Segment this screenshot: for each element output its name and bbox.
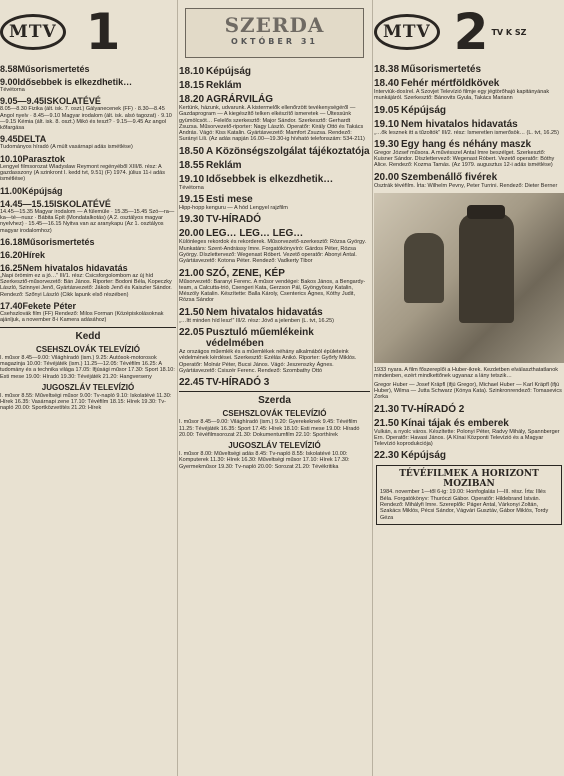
program-description: Az országos műemlék és a műemlékek néhány alkalmából épületeink védelmének kérdései. Szerkesztő: Ezélás Anikó. Riporter: Győrfy Miklós. Operatőr: Molnár Péter, Bucsi János. Vágó: Jeszenszky Ágnes. Gyártásvezető: Csiszér Ferenc. Rendező: Szombathy Ottó bbox=[179, 349, 357, 374]
mtv2-logo bbox=[374, 0, 564, 64]
mtv2-column bbox=[374, 0, 564, 776]
tvksz-label: TV K SZ bbox=[491, 27, 527, 37]
program-time: 16.20 bbox=[0, 249, 23, 260]
czech-tv-text: I. műsor 8.45—9.00: Világhíradó (ism.) 9.25: Autósok-motorosok magazinja 10.00: Tévéjáték (ism.) 11.25—12.05: Tévéfilm 16.25: A tudomány és a technika világa 17.05: Ifjúsági műsor 17.30: Sport 18.10: Esti mese 19.00: Híradó 19.30: Tévéjáték 21.20: Hangverseny bbox=[0, 354, 175, 380]
program-description: Tévétorna bbox=[179, 184, 204, 191]
program-time: 22.30 bbox=[374, 450, 400, 462]
program-line bbox=[0, 77, 176, 87]
program-title: Esti mese bbox=[206, 194, 253, 206]
program-time: 22.45 bbox=[179, 377, 205, 389]
szerda-heading: Szerda bbox=[258, 395, 291, 407]
program-entry bbox=[374, 450, 564, 461]
program-line bbox=[0, 263, 176, 273]
program-time: 19.05 bbox=[374, 104, 400, 116]
program-title: Nem hivatalos hidavatás bbox=[22, 262, 128, 273]
program-title: LEG… LEG… LEG… bbox=[206, 228, 304, 240]
program-description: „Napi örömim ez a jó…” III/1. rész: Csicsforgolombom az új híd Szerkesztő-műsorvezető: Bán János. Riporter: Bodoni Béla, Kopeczky László, Szinnyei Jenő, Gyártásvezető: Jákob Jenő és Kaiszler Sándor. Rendező: Szőnyi László (Cikk lapunk első részében) bbox=[0, 272, 172, 298]
program-line bbox=[179, 307, 370, 318]
cinema-box bbox=[376, 465, 562, 524]
yugo-tv-heading: JUGOSZLÁV TELEVÍZIÓ bbox=[228, 441, 321, 451]
mtv2-program-list bbox=[374, 64, 564, 189]
divider bbox=[372, 0, 373, 776]
program-line bbox=[0, 301, 176, 311]
program-description: Vulkán, a nyolc város. Készítette: Polonyi Péter, Radvy Mihály, Spannberger Ern. Operatőr: Havasi János. (A Kínai Központi Televízió és a Magyar Televízió koprodukciója) bbox=[374, 428, 560, 448]
program-title: Műsorismertetés bbox=[401, 64, 482, 75]
program-entry bbox=[179, 327, 370, 374]
program-entry bbox=[179, 146, 370, 157]
program-entry bbox=[0, 64, 176, 74]
program-line bbox=[179, 174, 370, 185]
program-entry bbox=[374, 64, 564, 75]
program-title: Fehér mértföldkövek bbox=[401, 78, 500, 89]
day-date: OKTÓBER 31 bbox=[231, 37, 318, 46]
program-description: Interviúk-dosírel. A Szovjet Televízió filmje egy jégtörőhajó kapitányának munkájáról. Szerkesztő: Bánovits Gyula, Takács Mariann bbox=[374, 89, 550, 102]
program-title: Reklám bbox=[206, 80, 242, 91]
program-description: „…ők lesznek itt a tűzoltók” III/2. rész: Ismeretlen ismerősök… (L. tvt, 16.25) bbox=[374, 129, 559, 136]
person-figure bbox=[404, 233, 444, 303]
program-line bbox=[374, 78, 564, 89]
program-line bbox=[374, 105, 564, 116]
program-description: Különleges rekordok és rekorderek. Műsorvezető-szerkesztő: Rózsa György. Munkatárs: Szent-Andrássy Imre. Forgatókönyvíró: Gárdos Péter, Rózsa György. Díszlettervező: Wegenast Róbert. Vezető operatőr: Abonyi Antal. Gyártásvezető: Kotona Péter. Rendező: Vadkerty Tibor bbox=[179, 239, 366, 265]
program-time: 9.00 bbox=[0, 77, 18, 87]
program-line bbox=[179, 377, 370, 388]
yugo-tv-heading: JUGOSZLÁV TELEVÍZIÓ bbox=[41, 382, 135, 392]
program-title: Hírek bbox=[22, 249, 46, 260]
kedd-heading: Kedd bbox=[75, 330, 101, 342]
mtv-logo-text: MTV bbox=[374, 14, 440, 50]
program-entry bbox=[179, 228, 370, 264]
czech-tv-heading: CSEHSZLOVÁK TELEVÍZIÓ bbox=[35, 344, 140, 354]
program-title: DELTA bbox=[17, 134, 47, 145]
program-title: Szembenállő fivérek bbox=[401, 171, 498, 183]
program-entry bbox=[0, 263, 176, 298]
mtv1-column bbox=[0, 0, 176, 776]
program-title: Műsorismertetés bbox=[17, 64, 90, 74]
channel-number: 2 bbox=[453, 3, 489, 61]
program-time: 19.10 bbox=[374, 118, 400, 130]
day-box bbox=[185, 8, 364, 58]
program-description: 8.05—8.30 Fizika (ált. isk. 7. oszt.) Gályanecenek (FF) · 8.30—8.45 Angol nyelv · 8.45—9.10 Magyar irodalom (ált. isk. alsó tagozat) · 9.10—9.15 Kémia (ált. isk. 8. oszt.) Mikó és teszt? · 9.15—9.45 Az angol kőfargása bbox=[0, 106, 172, 132]
program-title: Idősebbek is elkezdhetik… bbox=[206, 173, 334, 185]
program-time: 14.45—15.15 bbox=[0, 198, 55, 209]
program-description: Lengyel filmsorozat Wladyslaw Reymont regényéből XIII/8. rész: A gazdasszony (A szinkront I. kedd tvt, 9.51) (F) 1974. július 11-i adás ismétlése) bbox=[0, 163, 165, 183]
program-title: Képújság bbox=[22, 185, 63, 196]
program-title: Műsorismertetés bbox=[22, 236, 95, 247]
program-line bbox=[179, 214, 370, 225]
mtv2-program-list-2 bbox=[374, 404, 564, 462]
program-title: Képújság bbox=[206, 66, 252, 77]
program-entry bbox=[374, 119, 564, 136]
program-title: TV-HÍRADÓ 2 bbox=[401, 403, 465, 415]
program-description: Kertünk, házunk, udvarunk. A kistermelők ellenőrzött tevékenységéről — Gazdaprogram — A kiegészítő telken elkészítő ismeretek — Ültessünk gyümölcsöt… Felelős szerkesztő: Major Sándor. Szerkesztő: Gerhardt Zsuzsa. Műsorvezető-riporter: Nagy László. Operatőr: Király Ottó és Takács András. Vágó: Kiss Katalin. Gyártásvezető: Mamfort Zsuzsa. Rendező: Surányi Lili. (Az adás napján 16.00—19.30-ig hívható telefonszám: 534-211) bbox=[179, 105, 365, 143]
program-time: 18.15 bbox=[179, 80, 205, 91]
program-time: 19.30 bbox=[179, 214, 205, 226]
program-line bbox=[0, 186, 176, 196]
program-line bbox=[374, 418, 564, 429]
program-time: 19.10 bbox=[179, 173, 205, 185]
program-time: 19.30 bbox=[374, 138, 400, 150]
program-time: 22.05 bbox=[179, 327, 205, 339]
program-description: Gregor József műsora. A művésszel Antal Imre beszélget. Szerkesztő: Kuisner Sándor. Díszlettervező: Wegenast Róbert. Vezető operatőr: Bóthy Alice. Rendező: Kozma Tamás. (Az 1979. augusztus 12-i adás ismétlése) bbox=[374, 149, 555, 169]
program-line bbox=[179, 160, 370, 171]
day-name: SZERDA bbox=[224, 13, 325, 37]
program-title: Idősebbek is elkezdhetik… bbox=[17, 77, 133, 87]
program-description: 14.45—15.35 Magyar irodalom — A fülemüle · 15.35—15.45 Szó—ra—ka—té—nusz · Bábita Épít (Mondatalkotás) (A 2. osztályos magyar nyelvhez) · 15.45—16.15 Nyitva van az aranykapu (Az 1. osztályos magyar irodalomhoz) bbox=[0, 208, 175, 234]
program-line bbox=[0, 199, 176, 209]
program-entry bbox=[0, 250, 176, 260]
program-time: 16.18 bbox=[0, 236, 23, 247]
program-entry bbox=[179, 174, 370, 191]
program-line bbox=[374, 450, 564, 461]
program-time: 10.10 bbox=[0, 153, 23, 164]
program-time: 9.45 bbox=[0, 134, 18, 145]
program-line bbox=[179, 268, 370, 279]
program-entry bbox=[179, 307, 370, 324]
program-line bbox=[179, 194, 370, 205]
program-title: A Közönségszolgálat tájékoztatója bbox=[206, 145, 370, 157]
program-entry bbox=[0, 77, 176, 93]
program-time: 18.50 bbox=[179, 145, 205, 157]
program-time: 20.00 bbox=[179, 228, 205, 240]
program-entry bbox=[374, 172, 564, 189]
program-line bbox=[179, 146, 370, 157]
program-description: Tévétorna bbox=[0, 87, 25, 93]
program-time: 21.50 bbox=[179, 306, 205, 318]
program-entry bbox=[0, 134, 176, 150]
program-time: 18.10 bbox=[179, 66, 205, 77]
program-entry bbox=[179, 377, 370, 388]
program-description: „…Itt minden híd lesz!” III/2. rész: Jövő a jelenben (L. tvt, 16.25) bbox=[179, 317, 334, 324]
program-line bbox=[179, 94, 370, 105]
program-entry bbox=[179, 94, 370, 143]
program-title: ISKOLATÉVÉ bbox=[44, 96, 101, 107]
hat-shape bbox=[467, 205, 505, 219]
mtv1-logo bbox=[0, 0, 176, 64]
cast-credits: Gregor Huber — Josef Kräpfl (ifjú Gregor), Michael Huber — Karl Kräpfl (ifjú Huber), Wilma — Jutta Schwarz (Kónya Kata). Szinkronrendező: Tomasevics Zorka bbox=[374, 381, 562, 401]
program-entry bbox=[179, 160, 370, 171]
program-line bbox=[179, 327, 370, 349]
wednesday-column bbox=[179, 0, 370, 776]
program-line bbox=[0, 250, 176, 260]
program-time: 21.30 bbox=[374, 403, 400, 415]
program-entry bbox=[374, 78, 564, 102]
program-entry bbox=[0, 237, 176, 247]
program-line bbox=[0, 96, 176, 106]
program-title: TV-HÍRADÓ bbox=[206, 214, 261, 226]
program-title: SZÓ, ZENE, KÉP bbox=[206, 267, 285, 279]
program-time: 19.15 bbox=[179, 194, 205, 206]
divider bbox=[177, 0, 178, 776]
program-line bbox=[374, 64, 564, 75]
program-entry bbox=[0, 199, 176, 234]
program-entry bbox=[179, 80, 370, 91]
program-line bbox=[374, 404, 564, 415]
photo-caption: 1933 nyara. A film főszereplői a Huber-ikrek. Kezdetben elválaszthatatlanok mindenben, ezért mindkettőnek ugyanaz a lány tetszik… bbox=[374, 367, 559, 380]
wednesday-program-list bbox=[179, 66, 370, 388]
program-description: Tudományos híradó (A múlt vasárnapi adás ismétlése) bbox=[0, 144, 133, 151]
czech-tv-heading: CSEHSZLOVÁK TELEVÍZIÓ bbox=[222, 409, 327, 419]
program-time: 21.50 bbox=[374, 417, 400, 429]
program-line bbox=[0, 154, 176, 164]
cinema-box-text: 1984. november 1—től 6-ig: 19.00: Honfoglalás I—III. rész. Írta: Illés Béla. Forgatókönyv: Thuróczi Gábor. Operatőr: Hildebrand István. Rendező: Mihályfi Imre. Szereplők: Páger Antal, Várkonyi Zoltán, Szakács Miklós, Pécsi Sándor, Vágvári Gusztáv, Gábor Miklós, Tordy Géza bbox=[380, 489, 549, 521]
program-entry bbox=[179, 214, 370, 225]
program-description: Csehszlovák film (FF) Rendező: Milos Forman (Középiskolásoknak ajánljuk, a november 8-i Kamera adásához) bbox=[0, 311, 164, 324]
program-line bbox=[374, 119, 564, 130]
yugo-tv-text: I. műsor 8.00: Műveltségi adás 8.45: Tv-napló 8.55: Iskolatévé 10.00: Komputerek 11.30: Hírek 16.30: Műveltségi műsor 17.10: Hírek 17.30: Gyermekműsor 19.30: Tv-napló 20.00: Sorozat 21.20: Tévékritika bbox=[179, 451, 350, 470]
program-time: 18.40 bbox=[374, 78, 400, 89]
person-figure bbox=[459, 213, 514, 323]
program-time: 21.00 bbox=[179, 267, 205, 279]
program-entry bbox=[0, 154, 176, 183]
program-time: 20.00 bbox=[374, 171, 400, 183]
program-entry bbox=[179, 66, 370, 77]
program-time: 18.20 bbox=[179, 94, 205, 105]
program-title: Reklám bbox=[206, 159, 242, 171]
program-line bbox=[179, 228, 370, 239]
cinema-box-title: TÉVÉFILMEK A HORIZONT MOZIBAN bbox=[399, 469, 539, 490]
program-title: Parasztok bbox=[22, 153, 66, 164]
program-line bbox=[374, 139, 564, 150]
program-title: Fekete Péter bbox=[22, 301, 77, 312]
mtv1-program-list bbox=[0, 64, 176, 324]
yugo-tv-text: I. műsor 8.55: Műveltségi műsor 9.00: Tv-napló 9.10: Iskolatévé 11.30: Hírek 16.35: Vasárnapi zene 17.10: Tévéfilm 18.15: Hírek 19.30: Tv-napló 20.00: Sportközvetítés 21.20: Hírek bbox=[0, 392, 172, 412]
program-time: 18.38 bbox=[374, 64, 400, 75]
program-time: 11.00 bbox=[0, 185, 23, 196]
program-entry bbox=[0, 186, 176, 196]
program-entry bbox=[179, 268, 370, 304]
divider bbox=[0, 327, 176, 328]
czech-tv-text: I. műsor 8.45—9.00: Világhíradó (ism.) 9.20: Gyerekeknek 9.45: Tévéfilm 11.25: Tévéjáték 16.35: Sport 17.45: Hírek 18.10: Esti mese 19.00: Híradó 20.00: Tévéfilmsorozat 21.30: Dokumentumfilm 22.10: Sporthírek bbox=[179, 419, 360, 438]
program-title: AGRÁRVILÁG bbox=[206, 94, 274, 105]
program-time: 8.58 bbox=[0, 64, 18, 74]
program-title: ISKOLATÉVÉ bbox=[54, 198, 111, 209]
program-title: Egy hang és néhány maszk bbox=[401, 138, 532, 150]
program-description: Hipp-hopp kenguru — A hód Lengyel rajzfilm bbox=[179, 205, 288, 212]
program-entry bbox=[374, 139, 564, 169]
program-entry bbox=[0, 96, 176, 131]
program-time: 18.55 bbox=[179, 159, 205, 171]
program-entry bbox=[374, 105, 564, 116]
program-entry bbox=[374, 404, 564, 415]
program-title: Kínai tájak és emberek bbox=[401, 417, 509, 429]
channel-number: 1 bbox=[85, 3, 121, 61]
program-time: 9.05—9.45 bbox=[0, 96, 45, 107]
program-line bbox=[179, 80, 370, 91]
program-line bbox=[0, 237, 176, 247]
program-line bbox=[0, 134, 176, 144]
program-line bbox=[374, 172, 564, 183]
program-line bbox=[179, 66, 370, 77]
program-title: Képújság bbox=[401, 450, 447, 462]
program-title: Nem hivatalos hidavatás bbox=[206, 306, 323, 318]
program-entry bbox=[374, 418, 564, 448]
program-time: 16.25 bbox=[0, 262, 23, 273]
program-time: 17.40 bbox=[0, 301, 23, 312]
program-title: Képújság bbox=[401, 104, 447, 116]
program-description: Osztrák tévéfilm. Írta: Wilhelm Pevny, Peter Turrini. Rendező: Dieter Berner bbox=[374, 182, 558, 189]
mtv-logo-text: MTV bbox=[0, 14, 66, 50]
divider bbox=[179, 391, 370, 392]
film-still-photo bbox=[374, 193, 564, 363]
program-entry bbox=[0, 301, 176, 324]
program-entry bbox=[179, 194, 370, 211]
program-title: TV-HÍRADÓ 3 bbox=[206, 377, 270, 389]
program-title: Nem hivatalos hidavatás bbox=[401, 118, 518, 130]
program-title: Pusztuló műemlékeink védelmében bbox=[206, 327, 314, 350]
program-line bbox=[0, 64, 176, 74]
program-description: Műsorvezető: Baranyi Ferenc. A műsor vendégei: Bakos János, a Bengardy-team, a Calcutta-trió, Csengeri Kata, Gerzson Pál, Gyöngyössy Katalin, Mészöly Katalin. Készítette: Balla Károly, Csenterics Ágnes, Kóthy Judit, Rózsa Sándor bbox=[179, 278, 366, 304]
